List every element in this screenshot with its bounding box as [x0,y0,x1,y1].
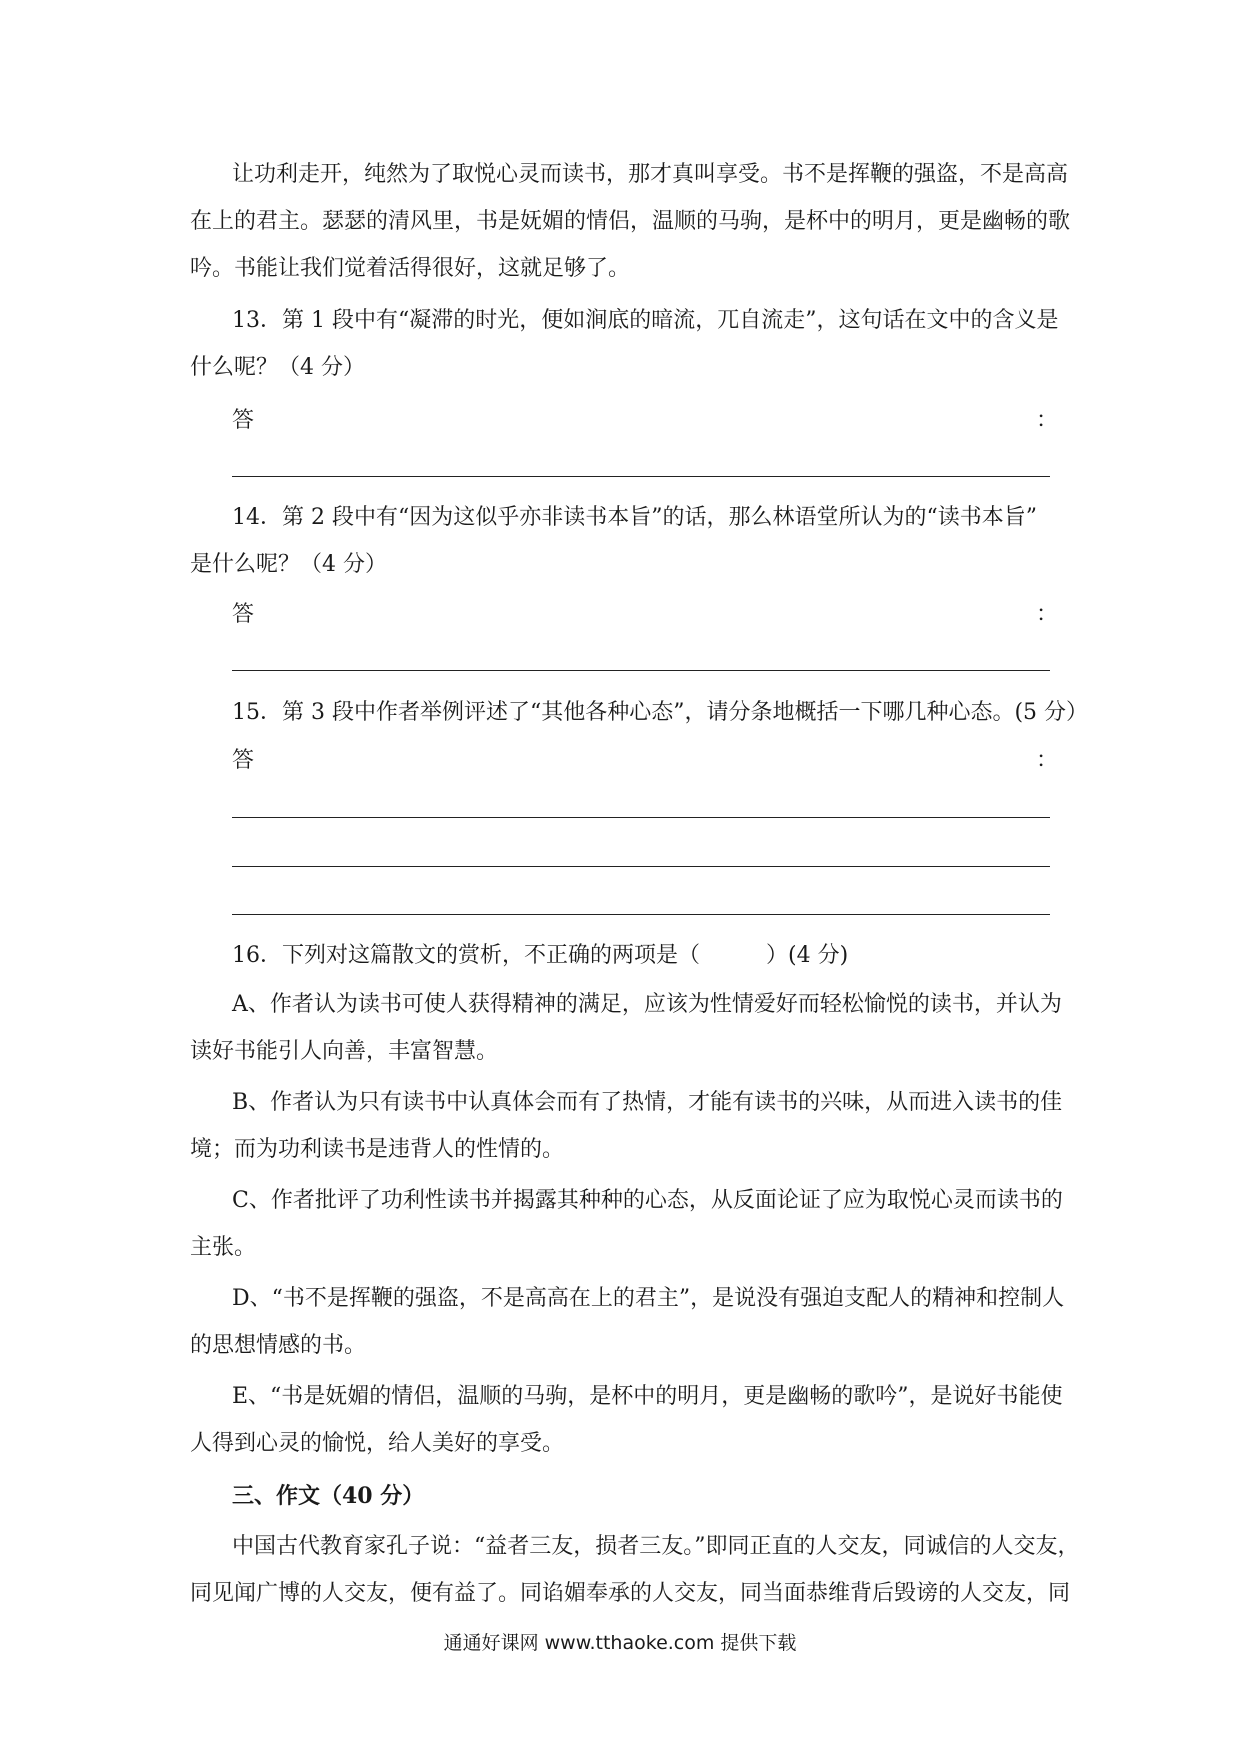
answer-line-14[interactable] [232,670,1050,671]
question-14-text: 是什么呢？（4 分） [190,552,387,577]
option-d: D、“书不是挥鞭的强盗，不是高高在上的君主”，是说没有强迫支配人的精神和控制人 [232,1286,1065,1311]
answer-line-15[interactable] [232,914,1050,915]
answer-line-13[interactable] [232,476,1050,477]
answer-line-15[interactable] [232,817,1050,818]
question-13-text: 什么呢？（4 分） [190,355,365,380]
option-a: A、作者认为读书可使人获得精神的满足，应该为性情爱好而轻松愉悦的读书，并认为 [232,992,1062,1017]
option-c: C、作者批评了功利性读书并揭露其种种的心态，从反面论证了应为取悦心灵而读书的 [232,1188,1063,1213]
question-16-stem: 16．下列对这篇散文的赏析，不正确的两项是（ ）(4 分) [232,943,849,968]
answer-colon-15: ： [1036,748,1059,773]
passage-line: 让功利走开，纯然为了取悦心灵而读书，那才真叫享受。书不是挥鞭的强盗，不是高高 [232,162,1069,187]
option-a: 读好书能引人向善，丰富智慧。 [190,1039,499,1064]
option-b: 境；而为功利读书是违背人的性情的。 [190,1137,565,1162]
answer-label-13: 答 [232,408,255,433]
section-heading-composition: 三、作文（40 分） [232,1483,425,1509]
option-e: 人得到心灵的愉悦，给人美好的享受。 [190,1431,565,1456]
option-d: 的思想情感的书。 [190,1333,367,1358]
answer-label-15: 答 [232,748,255,773]
passage-line: 吟。书能让我们觉着活得很好，这就足够了。 [190,256,631,281]
composition-line: 同见闻广博的人交友，便有益了。同谄媚奉承的人交友，同当面恭维背后毁谤的人交友，同 [190,1581,1071,1606]
answer-label-14: 答 [232,602,255,627]
option-e: E、“书是妩媚的情侣，温顺的马驹，是杯中的明月，更是幽畅的歌吟”，是说好书能使 [232,1384,1063,1409]
question-15-text: 15．第 3 段中作者举例评述了“其他各种心态”，请分条地概括一下哪几种心态。(5 分） [232,700,1089,725]
question-14-text: 14．第 2 段中有“因为这似乎亦非读书本旨”的话，那么林语堂所认为的“读书本旨” [232,505,1037,530]
option-c: 主张。 [190,1235,257,1260]
answer-colon-14: ： [1036,602,1059,627]
answer-line-15[interactable] [232,866,1050,867]
composition-line: 中国古代教育家孔子说：“益者三友，损者三友。”即同正直的人交友，同诚信的人交友， [232,1534,1080,1559]
page-footer: 通通好课网 www.tthaoke.com 提供下载 [443,1632,797,1654]
option-b: B、作者认为只有读书中认真体会而有了热情，才能有读书的兴味，从而进入读书的佳 [232,1090,1063,1115]
answer-colon-13: ： [1036,408,1059,433]
passage-line: 在上的君主。瑟瑟的清风里，书是妩媚的情侣，温顺的马驹，是杯中的明月，更是幽畅的歌 [190,209,1071,234]
question-13-text: 13．第 1 段中有“凝滞的时光，便如涧底的暗流，兀自流走”，这句话在文中的含义是 [232,308,1059,333]
